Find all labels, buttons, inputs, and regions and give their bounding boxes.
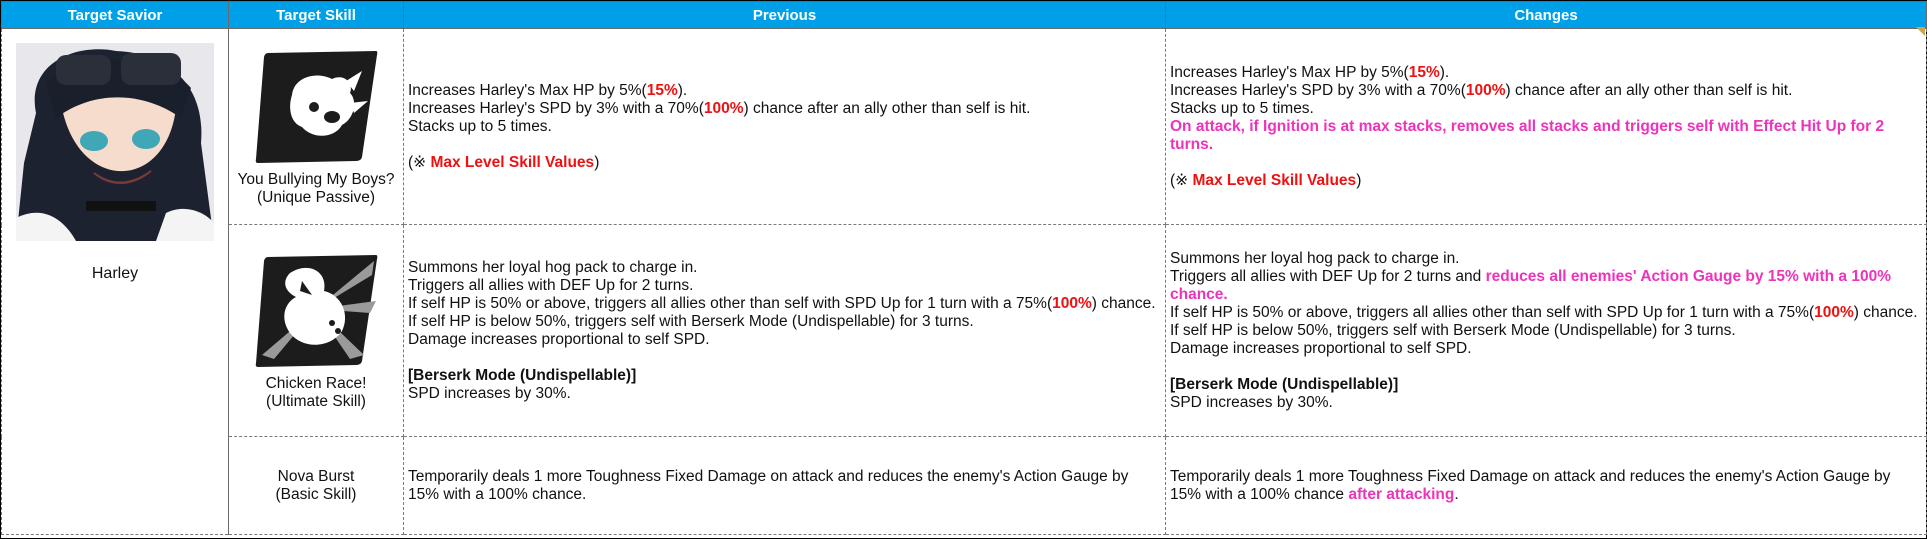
text-line: Increases Harley's SPD by 3% with a 70%( [1170,81,1466,99]
savior-cell [2,29,229,535]
text-line: ). [677,81,688,99]
skill-type: (Unique Passive) [256,188,376,206]
new-text-line: On attack, if Ignition is at max stacks, removes all stacks and triggers self with Effect Hit Up for 2 turns. [1170,117,1885,153]
text-line: ) chance. [1091,294,1156,312]
text-line: ) chance after an ally other than self is hit. [743,99,1031,117]
text-line: [Berserk Mode (Undispellable)] [1170,375,1399,393]
highlight-value: 100% [1052,294,1092,312]
text-line: ) [594,153,600,171]
hog-charge-icon [254,251,378,369]
text-line: Summons her loyal hog pack to charge in. [408,258,698,276]
highlight-value: Max Level Skill Values [430,153,595,171]
text-line: ). [1439,63,1450,81]
table-row [2,225,1927,437]
skill-name: Nova Burst [277,467,355,485]
skill-type: (Basic Skill) [275,485,357,503]
highlight-value: 100% [1465,81,1506,99]
text-line: Damage increases proportional to self SPD. [1170,339,1472,357]
header-changes: Changes [1166,2,1927,29]
skill-cell [229,437,404,535]
cell-comment-marker [1916,27,1925,36]
text-line: Damage increases proportional to self SPD. [408,330,710,348]
text-line: If self HP is 50% or above, triggers all allies other than self with SPD Up for 1 turn with a 75%( [408,294,1053,312]
table-row [2,437,1927,535]
header-target-skill: Target Skill [229,2,404,29]
text-line: Increases Harley's SPD by 3% with a 70%( [408,99,704,117]
text-line: Increases Harley's Max HP by 5%( [408,81,647,99]
header-row [2,2,1927,29]
text-line: SPD increases by 30%. [408,384,571,402]
highlight-value: Max Level Skill Values [1192,171,1357,189]
text-line: If self HP is below 50%, triggers self with Berserk Mode (Undispellable) for 3 turns. [1170,321,1736,339]
header-previous: Previous [404,2,1166,29]
text-line: [Berserk Mode (Undispellable)] [408,366,637,384]
highlight-value: 15% [646,81,678,99]
header-target-savior: Target Savior [2,2,229,29]
skill-cell [229,29,404,225]
text-line: Temporarily deals 1 more Toughness Fixed Damage on attack and reduces the enemy's Action Gauge by 15% with a 100% chance. [408,467,1129,503]
previous-cell [404,29,1166,225]
text-line: ) chance after an ally other than self is hit. [1505,81,1793,99]
text-line: Temporarily deals 1 more Toughness Fixed Damage on attack and reduces the enemy's Action Gauge by 15% with a 100% chance [1170,467,1891,503]
changes-cell [1166,225,1927,437]
new-text-line: after attacking [1348,485,1455,503]
skill-name: You Bullying My Boys? [237,170,395,188]
text-line: SPD increases by 30%. [1170,393,1333,411]
text-line: Triggers all allies with DEF Up for 2 turns. [408,276,694,294]
highlight-value: 100% [703,99,744,117]
text-line: Triggers all allies with DEF Up for 2 turns and [1170,267,1486,285]
changes-cell [1166,29,1927,225]
skill-name: Chicken Race! [265,374,367,392]
highlight-value: 100% [1814,303,1854,321]
text-line: If self HP is below 50%, triggers self with Berserk Mode (Undispellable) for 3 turns. [408,312,974,330]
text-line: Stacks up to 5 times. [408,117,552,135]
text-line: (※ [1170,171,1193,189]
table-row [2,29,1927,225]
text-line: Increases Harley's Max HP by 5%( [1170,63,1409,81]
text-line: (※ [408,153,431,171]
new-text-line: reduces all enemies' Action Gauge by 15% with a 100% chance. [1170,267,1891,303]
patch-notes-table [1,1,1927,535]
previous-cell [404,437,1166,535]
changes-cell [1166,437,1927,535]
skill-cell [229,225,404,437]
text-line: Summons her loyal hog pack to charge in. [1170,249,1460,267]
text-line: If self HP is 50% or above, triggers all allies other than self with SPD Up for 1 turn with a 75%( [1170,303,1815,321]
highlight-value: 15% [1408,63,1440,81]
text-line: Stacks up to 5 times. [1170,99,1314,117]
text-line: ) chance. [1853,303,1918,321]
text-line: ) [1356,171,1362,189]
savior-name: Harley [91,265,139,282]
harley-portrait-icon [16,43,214,241]
text-line: . [1454,485,1459,503]
skill-type: (Ultimate Skill) [266,392,366,410]
hog-head-icon [254,47,378,165]
previous-cell [404,225,1166,437]
